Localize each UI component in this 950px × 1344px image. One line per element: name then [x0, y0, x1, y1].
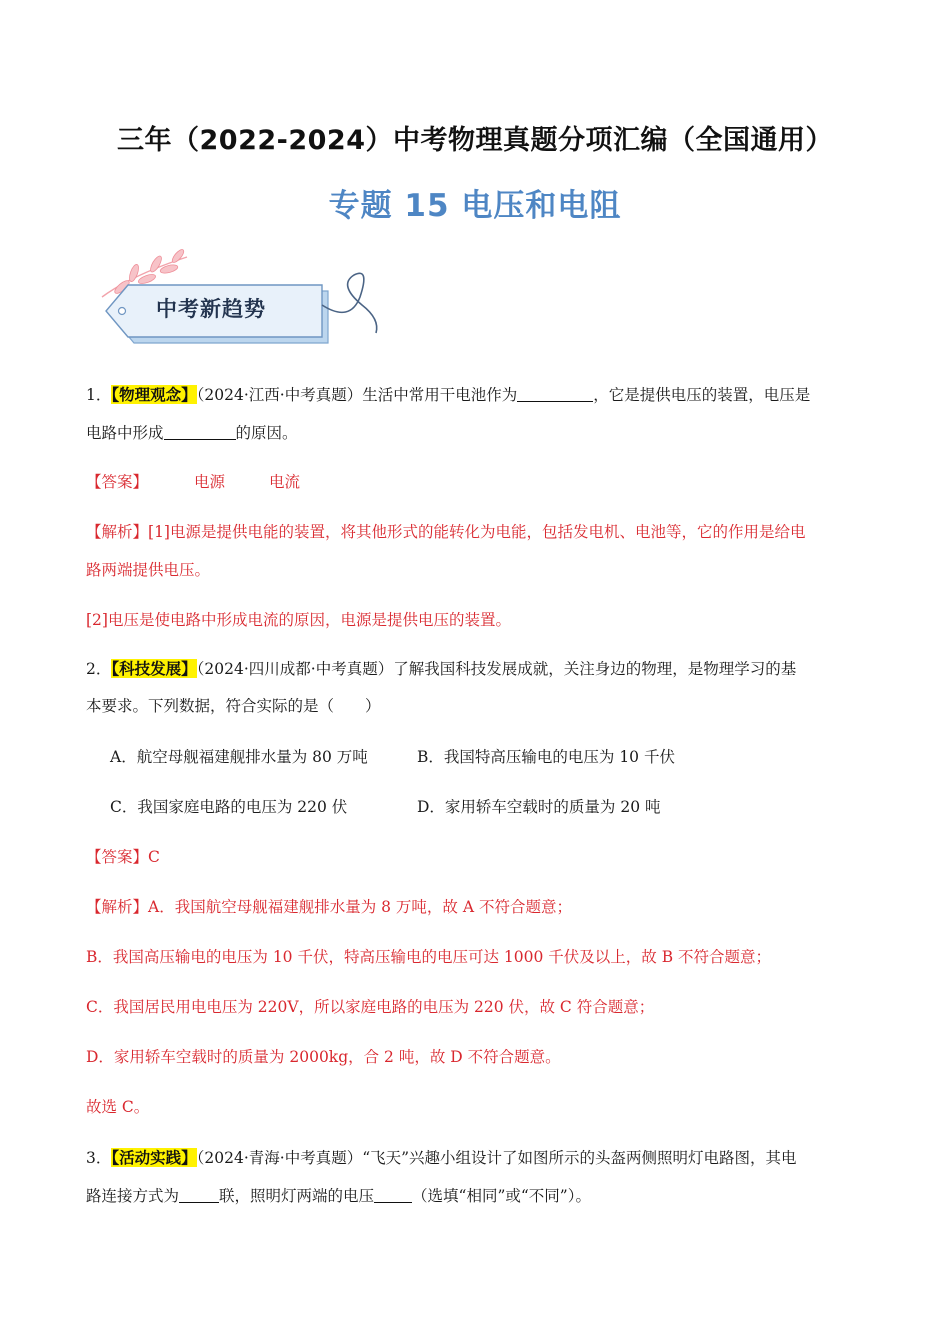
question-2-source: （2024·四川成都·中考真题） [196, 660, 394, 678]
analysis-label: 【解析】 [86, 523, 149, 541]
question-2-analysis-a [86, 896, 876, 918]
question-1-analysis-line-1 [86, 521, 876, 543]
question-1-analysis-line-2: 路两端提供电压。 [86, 561, 211, 579]
question-2-tag: 【科技发展】 [111, 659, 197, 678]
question-3-text-d: （选填“相同”或“不同”）。 [412, 1187, 591, 1205]
question-1-text-c: 电路中形成 [86, 424, 164, 442]
question-2-option-c: C．我国家庭电路的电压为 220 伏 [110, 798, 348, 816]
question-1-text-d: 的原因。 [235, 424, 298, 442]
question-2-option-a: A．航空母舰福建舰排水量为 80 万吨 [110, 748, 368, 766]
trend-banner-label: 中考新趋势 [156, 297, 266, 321]
question-3-text-b: 路连接方式为 [86, 1187, 180, 1205]
question-1-blank-2 [164, 423, 236, 440]
question-1-line-1 [86, 384, 876, 406]
question-1-line-2 [86, 422, 876, 444]
question-2-line-2: 本要求。下列数据，符合实际的是（ ） [86, 697, 381, 715]
question-2-text-a: 了解我国科技发展成就，关注身边的物理，是物理学习的基 [393, 660, 797, 678]
topic-subtitle: 专题 15 电压和电阻 [328, 188, 622, 224]
question-2-option-d: D．家用轿车空载时的质量为 20 吨 [417, 798, 661, 816]
answer-label: 【答案】 [86, 473, 149, 491]
question-3-line-1 [86, 1147, 876, 1169]
question-1-analysis-1a: [1]电源是提供电能的装置，将其他形式的能转化为电能，包括发电机、电池等，它的作用是给电 [148, 523, 806, 541]
question-1-text-a: 生活中常用干电池作为 [362, 386, 518, 404]
question-3-text-a: “飞天”兴趣小组设计了如图所示的头盔两侧照明灯电路图，其电 [362, 1149, 797, 1167]
question-2-line-1 [86, 658, 876, 680]
question-3-blank-1 [179, 1186, 219, 1203]
question-2-number: 2． [86, 660, 112, 678]
question-3-line-2 [86, 1185, 876, 1207]
question-1-source: （2024·江西·中考真题） [196, 386, 363, 404]
question-3-number: 3． [86, 1149, 112, 1167]
analysis-label: 【解析】 [86, 898, 149, 916]
question-2-conclusion: 故选 C。 [86, 1098, 150, 1116]
question-1-answer-1: 电源 [194, 473, 226, 491]
question-2-analysis-c: C．我国居民用电电压为 220V，所以家庭电路的电压为 220 伏，故 C 符合题意； [86, 998, 655, 1016]
question-3-source: （2024·青海·中考真题） [196, 1149, 363, 1167]
question-1-tag: 【物理观念】 [111, 385, 197, 404]
question-2-analysis-b: B．我国高压输电的电压为 10 千伏，特高压输电的电压可达 1000 千伏及以上，故 B 不符合题意； [86, 948, 772, 966]
question-1-analysis-line-3: [2]电压是使电路中形成电流的原因，电源是提供电压的装置。 [86, 611, 511, 629]
question-2-answer: 【答案】C [86, 848, 160, 866]
question-1-number: 1． [86, 386, 112, 404]
document-title: 三年（2022-2024）中考物理真题分项汇编（全国通用） [117, 125, 833, 156]
question-3-tag: 【活动实践】 [111, 1148, 197, 1167]
question-3-blank-2 [374, 1186, 412, 1203]
question-2-option-b: B．我国特高压输电的电压为 10 千伏 [417, 748, 675, 766]
question-2-analysis-d: D．家用轿车空载时的质量为 2000kg，合 2 吨，故 D 不符合题意。 [86, 1048, 561, 1066]
question-1-answer-2: 电流 [269, 473, 301, 491]
question-1-blank-1 [517, 385, 593, 402]
question-3-text-c: 联，照明灯两端的电压 [219, 1187, 375, 1205]
question-1-answer [86, 471, 876, 493]
question-2-analysis-a-text: A．我国航空母舰福建舰排水量为 8 万吨，故 A 不符合题意； [148, 898, 572, 916]
question-1-text-b: ，它是提供电压的装置，电压是 [593, 386, 811, 404]
